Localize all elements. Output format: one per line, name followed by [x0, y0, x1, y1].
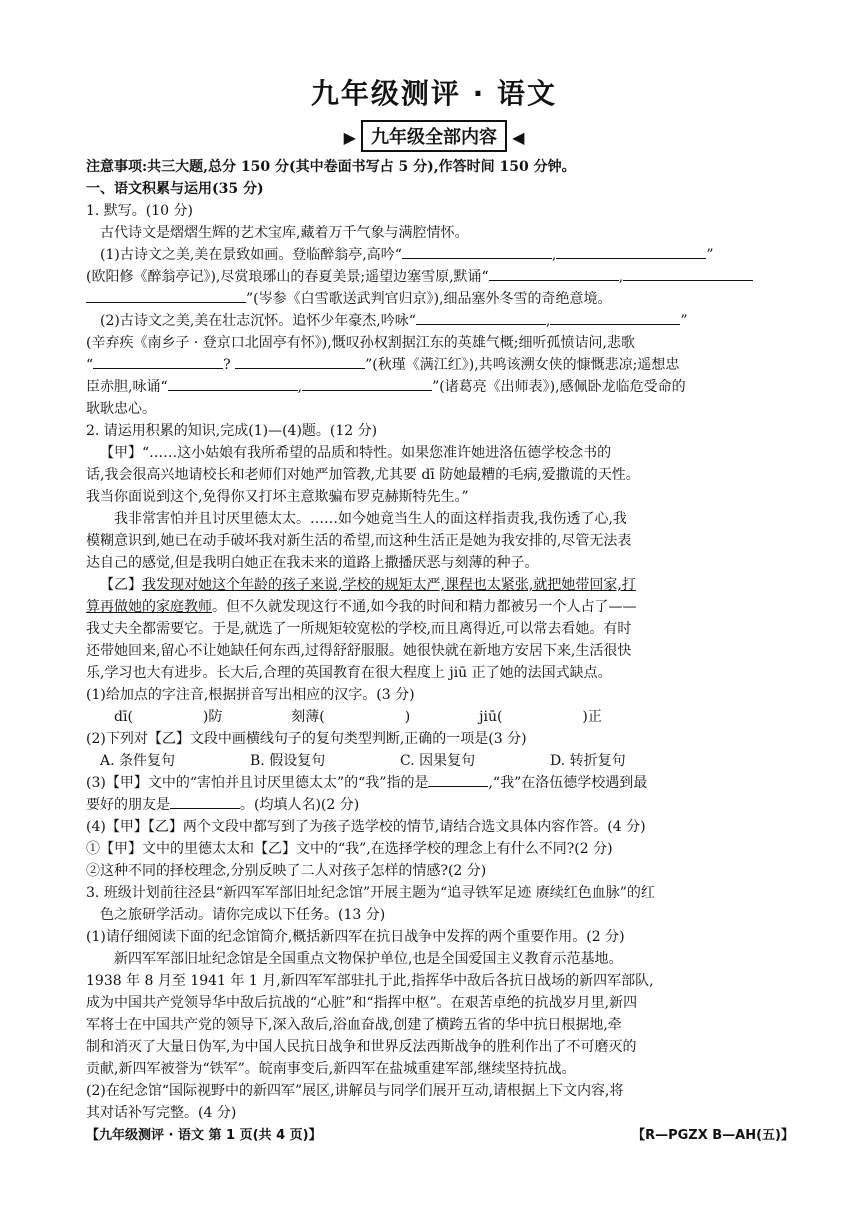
q1-text: 臣赤胆,咏诵“ — [86, 379, 168, 395]
passage-jia: 【甲】“……这小姑娘有我所希望的品质和特性。如果您准许她进洛伍德学校念书的 — [100, 445, 612, 461]
notice: 注意事项:共三大题,总分 150 分(其中卷面书写占 5 分),作答时间 150 分钟。 — [86, 159, 576, 175]
q1-intro: 古代诗文是熠熠生辉的艺术宝库,藏着万千气象与满腔情怀。 — [100, 225, 469, 241]
pinyin-item: )防 — [202, 709, 223, 725]
answer-blank[interactable] — [168, 376, 298, 391]
q2-heading: 2. 请运用积累的知识,完成(1)—(4)题。(12 分) — [86, 423, 378, 439]
q1-text: (2)古诗文之美,美在壮志沉怀。追怀少年豪杰,吟咏“ — [100, 313, 416, 329]
answer-blank[interactable] — [556, 244, 706, 259]
q1-text: (1)古诗文之美,美在景致如画。登临醉翁亭,高吟“ — [100, 247, 402, 263]
answer-blank[interactable] — [302, 376, 432, 391]
option-a[interactable]: A. 条件复句 — [100, 753, 176, 769]
museum-intro: 1938 年 8 月至 1941 年 1 月,新四军军部驻扎于此,指挥华中敌后各抗日战场的新四军部队, — [86, 973, 654, 989]
q1-part1-line2: (欧阳修《醉翁亭记》),尽赏琅琊山的春夏美景;遥望边塞雪原,默诵“ , — [86, 266, 794, 288]
q1-part2-line3: “ ? ”(秋瑾《满江红》),共鸣该溯女侠的慷慨悲凉;遥想忠 — [86, 354, 794, 376]
q2-text: 。(均填人名)(2 分) — [240, 797, 360, 813]
footer-left: 【九年级测评 · 语文 第 1 页(共 4 页)】 — [86, 1128, 322, 1143]
answer-blank[interactable] — [550, 310, 680, 325]
q1-text: ” — [706, 247, 714, 263]
option-c[interactable]: C. 因果复句 — [400, 753, 476, 769]
q2-sub4-b: ②这种不同的择校理念,分别反映了二人对孩子怎样的情感?(2 分) — [86, 863, 487, 879]
passage-yi: 我丈夫全都需要它。于是,就选了一所规矩较宽松的学校,而且离得近,可以常去看她。有时 — [86, 621, 632, 637]
museum-intro: 成为中国共产党领导华中敌后抗战的“心脏”和“指挥中枢”。在艰苦卓绝的抗战岁月里,新四 — [86, 995, 638, 1011]
answer-blank[interactable] — [170, 794, 240, 809]
q1-part1-line3 — [86, 288, 794, 310]
underlined-sentence: 算再做她的家庭教师 — [86, 599, 212, 615]
q1-text: ”(岑参《白雪歌送武判官归京》),细品塞外冬雪的奇绝意境。 — [246, 291, 612, 307]
museum-intro: 制和消灭了大量日伪军,为中国人民抗日战争和世界反法西斯战争的胜利作出了不可磨灭的 — [86, 1039, 637, 1055]
pinyin-item: )正 — [582, 709, 602, 725]
pinyin-item: jiū( — [479, 709, 503, 725]
q1-part2-line5: 耿耿忠心。 — [86, 401, 156, 417]
passage-yi — [86, 574, 794, 596]
q2-sub2: (2)下列对【乙】文段中画横线句子的复句类型判断,正确的一项是(3 分) — [86, 731, 527, 747]
q3-sub2: (2)在纪念馆“国际视野中的新四军”展区,讲解员与同学们展开互动,请根据上下文内容,将 — [86, 1083, 624, 1099]
passage-jia: 我非常害怕并且讨厌里德太太。……如今她竟当生人的面这样指责我,我伤透了心,我 — [114, 511, 627, 527]
q2-text: ,“我”在洛伍德学校遇到最 — [488, 775, 648, 791]
q3-sub1: (1)请仔细阅读下面的纪念馆简介,概括新四军在抗日战争中发挥的两个重要作用。(2 分) — [86, 929, 625, 945]
option-d[interactable]: D. 转折复句 — [550, 753, 626, 769]
q2-sub1: (1)给加点的字注音,根据拼音写出相应的汉字。(3 分) — [86, 687, 415, 703]
section-heading: 一、语文积累与运用(35 分) — [86, 181, 264, 197]
q2-sub3-cont — [86, 794, 794, 816]
museum-intro: 军将士在中国共产党的领导下,深入敌后,浴血奋战,创建了横跨五省的华中抗日根据地,牵 — [86, 1017, 622, 1033]
museum-intro: 新四军军部旧址纪念馆是全国重点文物保护单位,也是全国爱国主义教育示范基地。 — [114, 951, 623, 967]
answer-blank[interactable] — [93, 354, 223, 369]
q1-part1-line1: (1)古诗文之美,美在景致如画。登临醉翁亭,高吟“ , ” — [86, 244, 794, 266]
q2-sub3 — [86, 772, 794, 794]
answer-blank[interactable] — [235, 354, 365, 369]
triangle-right-icon: ▶ — [343, 128, 356, 147]
q1-heading: 1. 默写。(10 分) — [86, 203, 193, 219]
q2-options — [86, 750, 794, 772]
page-footer — [86, 1124, 794, 1143]
triangle-left-icon: ◀ — [512, 128, 525, 147]
footer-right: 【R—PGZX B—AH(五)】 — [632, 1128, 794, 1143]
pinyin-item: ) — [404, 709, 411, 725]
museum-intro: 贡献,新四军被誉为“铁军”。皖南事变后,新四军在盐城重建军部,继续坚持抗战。 — [86, 1061, 576, 1077]
passage-yi: 乐,学习也大有进步。长大后,合理的英国教育在很大程度上 jiū 正了她的法国式缺点。 — [86, 665, 612, 681]
scope-badge: 九年级全部内容 — [361, 120, 507, 152]
option-b[interactable]: B. 假设复句 — [250, 753, 326, 769]
q1-text: ”(诸葛亮《出师表》),感佩卧龙临危受命的 — [432, 379, 686, 395]
passage-jia: 话,我会很高兴地请校长和老师们对她严加管教,尤其要 dī 防她最糟的毛病,爱撒谎的天性。 — [86, 467, 640, 483]
answer-blank[interactable] — [86, 288, 246, 303]
passage-text: 。但不久就发现这行不通,如今我的时间和精力都被另一个人占了—— — [212, 599, 637, 615]
pinyin-item: 刻薄( — [291, 709, 325, 725]
answer-blank[interactable] — [428, 772, 488, 787]
q1-text: ” — [680, 313, 688, 329]
q1-part2-line4: 臣赤胆,咏诵“ , ”(诸葛亮《出师表》),感佩卧龙临危受命的 — [86, 376, 794, 398]
page-title: 九年级测评 · 语文 — [310, 77, 558, 110]
pinyin-item: dī( — [114, 709, 133, 725]
q2-sub1-blanks — [86, 706, 794, 728]
q2-text: 要好的朋友是 — [86, 797, 170, 813]
passage-label: 【乙】 — [100, 577, 142, 593]
answer-blank[interactable] — [623, 266, 753, 281]
answer-blank[interactable] — [489, 266, 619, 281]
q1-text: (欧阳修《醉翁亭记》),尽赏琅琊山的春夏美景;遥望边塞雪原,默诵“ — [86, 269, 489, 285]
passage-jia: 模糊意识到,她已在动手破坏我对新生活的希望,而这种生活正是她为我安排的,尽管无法表 — [86, 533, 632, 549]
exam-content — [86, 156, 794, 1124]
q1-part2-line2: (辛弃疾《南乡子 · 登京口北固亭有怀》),慨叹孙权割据江东的英雄气概;细听孤愤诘问,悲歌 — [86, 335, 635, 351]
subtitle-wrap — [0, 120, 868, 152]
q1-text: ”(秋瑾《满江红》),共鸣该溯女侠的慷慨悲凉;遥想忠 — [365, 357, 680, 373]
q2-sub4-a: ①【甲】文中的里德太太和【乙】文中的“我”,在选择学校的理念上有什么不同?(2 分) — [86, 841, 613, 857]
passage-yi: 还带她回来,留心不让她缺任何东西,过得舒舒服服。她很快就在新地方安居下来,生活很快 — [86, 643, 632, 659]
passage-jia: 达自己的感觉,但是我明白她正在我未来的道路上撒播厌恶与刻薄的种子。 — [86, 555, 539, 571]
q2-sub4: (4)【甲】【乙】两个文段中都写到了为孩子选学校的情节,请结合选文具体内容作答。(4 分) — [86, 819, 646, 835]
q2-text: (3)【甲】文中的“害怕并且讨厌里德太太”的“我”指的是 — [86, 775, 429, 791]
q3-sub2-cont: 其对话补写完整。(4 分) — [86, 1105, 237, 1121]
q1-text: ? — [223, 357, 231, 373]
underlined-sentence: 我发现对她这个年龄的孩子来说,学校的规矩太严,课程也太紧张,就把她带回家,打 — [142, 577, 636, 593]
passage-jia: 我当你面说到这个,免得你又打坏主意欺骗布罗克赫斯特先生。” — [86, 489, 469, 505]
passage-yi — [86, 596, 794, 618]
q3-heading: 3. 班级计划前往泾县“新四军军部旧址纪念馆”开展主题为“追寻铁军足迹 赓续红色血脉”的红 — [86, 885, 655, 901]
q3-heading-cont: 色之旅研学活动。请你完成以下任务。(13 分) — [100, 907, 386, 923]
answer-blank[interactable] — [416, 310, 546, 325]
answer-blank[interactable] — [402, 244, 552, 259]
q1-part2-line1: (2)古诗文之美,美在壮志沉怀。追怀少年豪杰,吟咏“ , ” — [86, 310, 794, 332]
